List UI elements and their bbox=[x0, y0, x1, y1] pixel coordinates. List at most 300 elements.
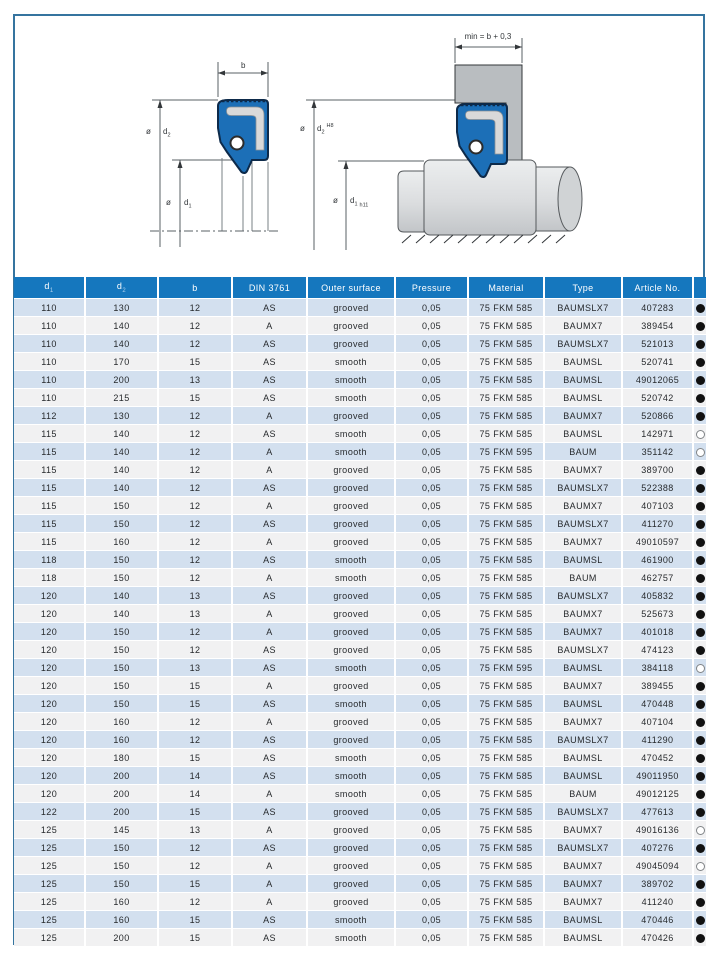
table-row bbox=[14, 389, 706, 407]
cell-pressure: 0,05 bbox=[395, 731, 468, 749]
cell-din-3761: A bbox=[232, 317, 307, 335]
availability-dot-filled bbox=[696, 700, 705, 709]
cell-type: BAUMSL bbox=[544, 695, 622, 713]
cell-outer-surface: grooved bbox=[307, 533, 395, 551]
cell-pressure: 0,05 bbox=[395, 569, 468, 587]
left-width-label: b bbox=[241, 61, 246, 70]
cell-article-no: 49012065 bbox=[622, 371, 693, 389]
cell-d2: 200 bbox=[85, 767, 158, 785]
cell-availability bbox=[693, 677, 706, 695]
availability-dot-filled bbox=[696, 736, 705, 745]
cell-din-3761: AS bbox=[232, 389, 307, 407]
cell-article-no: 470452 bbox=[622, 749, 693, 767]
cell-d2: 150 bbox=[85, 569, 158, 587]
cell-outer-surface: grooved bbox=[307, 857, 395, 875]
cell-pressure: 0,05 bbox=[395, 335, 468, 353]
cell-material: 75 FKM 585 bbox=[468, 299, 544, 317]
availability-dot-filled bbox=[696, 754, 705, 763]
table-row bbox=[14, 767, 706, 785]
cell-availability bbox=[693, 803, 706, 821]
table-row bbox=[14, 497, 706, 515]
cell-pressure: 0,05 bbox=[395, 713, 468, 731]
table-row bbox=[14, 839, 706, 857]
cell-d1: 120 bbox=[14, 713, 85, 731]
cell-d2: 140 bbox=[85, 587, 158, 605]
cell-d1: 125 bbox=[14, 839, 85, 857]
cell-b: 15 bbox=[158, 875, 232, 893]
cell-pressure: 0,05 bbox=[395, 533, 468, 551]
cell-availability bbox=[693, 371, 706, 389]
cell-din-3761: A bbox=[232, 785, 307, 803]
cell-pressure: 0,05 bbox=[395, 299, 468, 317]
column-header-type: Type bbox=[544, 277, 622, 299]
cell-d1: 110 bbox=[14, 317, 85, 335]
cell-article-no: 49016136 bbox=[622, 821, 693, 839]
cell-b: 15 bbox=[158, 911, 232, 929]
cell-b: 12 bbox=[158, 461, 232, 479]
cell-b: 12 bbox=[158, 623, 232, 641]
cell-d2: 160 bbox=[85, 713, 158, 731]
cell-article-no: 525673 bbox=[622, 605, 693, 623]
cell-d2: 200 bbox=[85, 803, 158, 821]
table-row bbox=[14, 821, 706, 839]
cell-type: BAUMX7 bbox=[544, 461, 622, 479]
cell-availability bbox=[693, 839, 706, 857]
cell-article-no: 477613 bbox=[622, 803, 693, 821]
cell-outer-surface: grooved bbox=[307, 497, 395, 515]
cell-pressure: 0,05 bbox=[395, 659, 468, 677]
cell-article-no: 470448 bbox=[622, 695, 693, 713]
cell-material: 75 FKM 585 bbox=[468, 731, 544, 749]
cell-d1: 115 bbox=[14, 515, 85, 533]
cell-d2: 215 bbox=[85, 389, 158, 407]
cell-material: 75 FKM 585 bbox=[468, 749, 544, 767]
cell-availability bbox=[693, 875, 706, 893]
cell-material: 75 FKM 585 bbox=[468, 569, 544, 587]
table-row bbox=[14, 317, 706, 335]
cell-type: BAUMSL bbox=[544, 389, 622, 407]
cell-d1: 125 bbox=[14, 929, 85, 947]
cell-type: BAUM bbox=[544, 443, 622, 461]
cell-type: BAUMSLX7 bbox=[544, 803, 622, 821]
cell-type: BAUM bbox=[544, 569, 622, 587]
availability-dot-filled bbox=[696, 844, 705, 853]
table-row bbox=[14, 803, 706, 821]
cell-d1: 122 bbox=[14, 803, 85, 821]
cell-b: 15 bbox=[158, 677, 232, 695]
cell-din-3761: A bbox=[232, 407, 307, 425]
cell-material: 75 FKM 585 bbox=[468, 821, 544, 839]
cell-outer-surface: grooved bbox=[307, 335, 395, 353]
dimension-min-clearance bbox=[455, 38, 522, 63]
cell-din-3761: AS bbox=[232, 749, 307, 767]
cell-material: 75 FKM 585 bbox=[468, 335, 544, 353]
cell-article-no: 411240 bbox=[622, 893, 693, 911]
availability-dot-filled bbox=[696, 466, 705, 475]
cell-availability bbox=[693, 893, 706, 911]
cell-b: 12 bbox=[158, 839, 232, 857]
cell-din-3761: AS bbox=[232, 911, 307, 929]
cell-material: 75 FKM 585 bbox=[468, 425, 544, 443]
cell-outer-surface: smooth bbox=[307, 569, 395, 587]
cell-availability bbox=[693, 479, 706, 497]
cell-type: BAUMX7 bbox=[544, 875, 622, 893]
availability-dot-open bbox=[696, 448, 705, 457]
cell-b: 15 bbox=[158, 695, 232, 713]
availability-dot-filled bbox=[696, 502, 705, 511]
cell-type: BAUMSLX7 bbox=[544, 731, 622, 749]
cell-material: 75 FKM 585 bbox=[468, 695, 544, 713]
installation-diagram bbox=[300, 32, 582, 250]
cell-d2: 150 bbox=[85, 875, 158, 893]
availability-dot-filled bbox=[696, 772, 705, 781]
cell-din-3761: AS bbox=[232, 731, 307, 749]
cell-d2: 150 bbox=[85, 659, 158, 677]
cell-d1: 120 bbox=[14, 785, 85, 803]
cell-article-no: 49011950 bbox=[622, 767, 693, 785]
cell-type: BAUMX7 bbox=[544, 677, 622, 695]
cell-article-no: 405832 bbox=[622, 587, 693, 605]
availability-dot-filled bbox=[696, 610, 705, 619]
cell-article-no: 407103 bbox=[622, 497, 693, 515]
cell-material: 75 FKM 585 bbox=[468, 803, 544, 821]
table-row bbox=[14, 533, 706, 551]
cell-availability bbox=[693, 389, 706, 407]
cell-type: BAUMSLX7 bbox=[544, 515, 622, 533]
table-row bbox=[14, 569, 706, 587]
cell-din-3761: AS bbox=[232, 371, 307, 389]
availability-dot-filled bbox=[696, 376, 705, 385]
cell-outer-surface: smooth bbox=[307, 551, 395, 569]
cell-d2: 130 bbox=[85, 407, 158, 425]
column-header-pressure: Pressure bbox=[395, 277, 468, 299]
cell-din-3761: A bbox=[232, 677, 307, 695]
cell-material: 75 FKM 585 bbox=[468, 587, 544, 605]
cell-type: BAUMX7 bbox=[544, 857, 622, 875]
cell-outer-surface: grooved bbox=[307, 731, 395, 749]
cell-article-no: 461900 bbox=[622, 551, 693, 569]
cell-type: BAUMX7 bbox=[544, 821, 622, 839]
cell-outer-surface: smooth bbox=[307, 749, 395, 767]
cell-availability bbox=[693, 929, 706, 947]
cell-din-3761: A bbox=[232, 569, 307, 587]
cell-availability bbox=[693, 515, 706, 533]
cell-material: 75 FKM 585 bbox=[468, 677, 544, 695]
column-header-din-3761: DIN 3761 bbox=[232, 277, 307, 299]
cell-d1: 120 bbox=[14, 731, 85, 749]
table-row bbox=[14, 443, 706, 461]
cell-d1: 120 bbox=[14, 641, 85, 659]
cell-article-no: 401018 bbox=[622, 623, 693, 641]
cell-material: 75 FKM 585 bbox=[468, 767, 544, 785]
cell-type: BAUMSL bbox=[544, 371, 622, 389]
cell-d2: 140 bbox=[85, 317, 158, 335]
cell-din-3761: A bbox=[232, 497, 307, 515]
availability-dot-filled bbox=[696, 592, 705, 601]
table-row bbox=[14, 605, 706, 623]
availability-dot-open bbox=[696, 862, 705, 871]
cell-type: BAUMX7 bbox=[544, 407, 622, 425]
cell-din-3761: A bbox=[232, 533, 307, 551]
cell-b: 12 bbox=[158, 515, 232, 533]
cell-material: 75 FKM 585 bbox=[468, 785, 544, 803]
cell-outer-surface: smooth bbox=[307, 929, 395, 947]
cell-din-3761: A bbox=[232, 893, 307, 911]
cell-availability bbox=[693, 497, 706, 515]
cell-type: BAUMSLX7 bbox=[544, 839, 622, 857]
cell-outer-surface: smooth bbox=[307, 425, 395, 443]
table-row bbox=[14, 623, 706, 641]
cell-material: 75 FKM 585 bbox=[468, 479, 544, 497]
table-row bbox=[14, 371, 706, 389]
cell-d1: 115 bbox=[14, 443, 85, 461]
table-row bbox=[14, 857, 706, 875]
cell-article-no: 411290 bbox=[622, 731, 693, 749]
availability-dot-filled bbox=[696, 916, 705, 925]
availability-dot-filled bbox=[696, 790, 705, 799]
cell-pressure: 0,05 bbox=[395, 695, 468, 713]
cell-b: 15 bbox=[158, 353, 232, 371]
cell-d2: 150 bbox=[85, 695, 158, 713]
cell-material: 75 FKM 585 bbox=[468, 371, 544, 389]
cell-outer-surface: grooved bbox=[307, 461, 395, 479]
cell-b: 15 bbox=[158, 803, 232, 821]
cell-din-3761: AS bbox=[232, 659, 307, 677]
cell-b: 12 bbox=[158, 425, 232, 443]
table-row bbox=[14, 479, 706, 497]
cell-article-no: 49012125 bbox=[622, 785, 693, 803]
cell-availability bbox=[693, 317, 706, 335]
table-row bbox=[14, 713, 706, 731]
cell-material: 75 FKM 585 bbox=[468, 407, 544, 425]
cell-din-3761: AS bbox=[232, 515, 307, 533]
cell-material: 75 FKM 585 bbox=[468, 713, 544, 731]
cell-pressure: 0,05 bbox=[395, 371, 468, 389]
left-d1-label: ø bbox=[166, 198, 171, 207]
cell-type: BAUMSLX7 bbox=[544, 587, 622, 605]
cell-din-3761: A bbox=[232, 875, 307, 893]
cell-outer-surface: grooved bbox=[307, 821, 395, 839]
cell-d2: 160 bbox=[85, 731, 158, 749]
cell-material: 75 FKM 585 bbox=[468, 497, 544, 515]
cell-din-3761: AS bbox=[232, 641, 307, 659]
left-d2-symbol: $d_2$ bbox=[163, 127, 171, 139]
cell-pressure: 0,05 bbox=[395, 479, 468, 497]
cell-type: BAUMSL bbox=[544, 425, 622, 443]
cell-availability bbox=[693, 425, 706, 443]
cell-material: 75 FKM 585 bbox=[468, 605, 544, 623]
cell-pressure: 0,05 bbox=[395, 911, 468, 929]
cell-b: 12 bbox=[158, 407, 232, 425]
table-row bbox=[14, 893, 706, 911]
cell-pressure: 0,05 bbox=[395, 443, 468, 461]
cell-d1: 112 bbox=[14, 407, 85, 425]
cell-type: BAUMSL bbox=[544, 551, 622, 569]
cell-outer-surface: grooved bbox=[307, 623, 395, 641]
cell-availability bbox=[693, 353, 706, 371]
cell-type: BAUMSLX7 bbox=[544, 299, 622, 317]
table-row bbox=[14, 911, 706, 929]
cell-d1: 125 bbox=[14, 893, 85, 911]
cell-availability bbox=[693, 659, 706, 677]
availability-dot-filled bbox=[696, 898, 705, 907]
cell-availability bbox=[693, 587, 706, 605]
column-header-availability bbox=[693, 277, 706, 299]
seal-body bbox=[218, 100, 268, 173]
cell-article-no: 520742 bbox=[622, 389, 693, 407]
availability-dot-filled bbox=[696, 628, 705, 637]
cell-d1: 125 bbox=[14, 911, 85, 929]
cell-type: BAUMSL bbox=[544, 659, 622, 677]
cell-material: 75 FKM 585 bbox=[468, 533, 544, 551]
cell-outer-surface: smooth bbox=[307, 371, 395, 389]
cell-b: 15 bbox=[158, 749, 232, 767]
cell-type: BAUMSL bbox=[544, 929, 622, 947]
right-d2-label: ø bbox=[300, 124, 305, 133]
cell-d2: 140 bbox=[85, 425, 158, 443]
cell-din-3761: AS bbox=[232, 695, 307, 713]
clearance-label: min = b + 0,3 bbox=[464, 32, 512, 41]
cell-d2: 200 bbox=[85, 929, 158, 947]
cell-din-3761: AS bbox=[232, 929, 307, 947]
cell-pressure: 0,05 bbox=[395, 497, 468, 515]
cell-outer-surface: smooth bbox=[307, 443, 395, 461]
availability-dot-open bbox=[696, 664, 705, 673]
cell-din-3761: AS bbox=[232, 767, 307, 785]
cell-material: 75 FKM 585 bbox=[468, 317, 544, 335]
cell-din-3761: AS bbox=[232, 803, 307, 821]
cell-b: 12 bbox=[158, 335, 232, 353]
cell-pressure: 0,05 bbox=[395, 461, 468, 479]
technical-diagrams bbox=[0, 0, 720, 270]
cell-availability bbox=[693, 443, 706, 461]
cell-availability bbox=[693, 641, 706, 659]
availability-dot-filled bbox=[696, 718, 705, 727]
cell-material: 75 FKM 585 bbox=[468, 515, 544, 533]
cell-d2: 140 bbox=[85, 335, 158, 353]
cell-availability bbox=[693, 749, 706, 767]
cell-availability bbox=[693, 713, 706, 731]
cell-outer-surface: grooved bbox=[307, 893, 395, 911]
column-header-d2: $d_2$ bbox=[85, 277, 158, 299]
cell-availability bbox=[693, 731, 706, 749]
cell-outer-surface: smooth bbox=[307, 911, 395, 929]
cell-d1: 110 bbox=[14, 353, 85, 371]
cell-material: 75 FKM 585 bbox=[468, 623, 544, 641]
cell-b: 12 bbox=[158, 641, 232, 659]
table-row bbox=[14, 749, 706, 767]
cell-type: BAUMX7 bbox=[544, 317, 622, 335]
cell-pressure: 0,05 bbox=[395, 875, 468, 893]
section-hatching bbox=[402, 235, 565, 243]
cell-article-no: 407283 bbox=[622, 299, 693, 317]
cell-outer-surface: smooth bbox=[307, 785, 395, 803]
cell-b: 12 bbox=[158, 569, 232, 587]
cell-outer-surface: smooth bbox=[307, 695, 395, 713]
right-d1-symbol: $d_1$ h11 bbox=[350, 196, 369, 209]
cell-material: 75 FKM 585 bbox=[468, 857, 544, 875]
cell-availability bbox=[693, 605, 706, 623]
cell-article-no: 462757 bbox=[622, 569, 693, 587]
table-row bbox=[14, 425, 706, 443]
cell-d2: 150 bbox=[85, 641, 158, 659]
cell-din-3761: A bbox=[232, 821, 307, 839]
left-d2-label: ø bbox=[146, 127, 151, 136]
cell-d1: 125 bbox=[14, 875, 85, 893]
cell-d1: 110 bbox=[14, 335, 85, 353]
cell-outer-surface: smooth bbox=[307, 389, 395, 407]
cell-outer-surface: grooved bbox=[307, 713, 395, 731]
cell-d1: 120 bbox=[14, 749, 85, 767]
cell-availability bbox=[693, 623, 706, 641]
cell-material: 75 FKM 585 bbox=[468, 551, 544, 569]
cell-b: 12 bbox=[158, 893, 232, 911]
cell-availability bbox=[693, 407, 706, 425]
availability-dot-filled bbox=[696, 304, 705, 313]
cell-d2: 150 bbox=[85, 515, 158, 533]
table-row bbox=[14, 731, 706, 749]
cell-d2: 140 bbox=[85, 443, 158, 461]
cell-d2: 140 bbox=[85, 605, 158, 623]
cell-type: BAUMX7 bbox=[544, 605, 622, 623]
cell-availability bbox=[693, 785, 706, 803]
cell-outer-surface: grooved bbox=[307, 677, 395, 695]
cell-b: 13 bbox=[158, 371, 232, 389]
cell-article-no: 474123 bbox=[622, 641, 693, 659]
table-row bbox=[14, 641, 706, 659]
cell-d1: 115 bbox=[14, 461, 85, 479]
cell-d1: 118 bbox=[14, 551, 85, 569]
cell-pressure: 0,05 bbox=[395, 857, 468, 875]
cell-din-3761: A bbox=[232, 623, 307, 641]
cell-b: 12 bbox=[158, 533, 232, 551]
cell-availability bbox=[693, 911, 706, 929]
cell-type: BAUMSLX7 bbox=[544, 479, 622, 497]
cell-d1: 115 bbox=[14, 497, 85, 515]
shaft bbox=[398, 160, 582, 243]
cell-outer-surface: grooved bbox=[307, 803, 395, 821]
cell-material: 75 FKM 585 bbox=[468, 875, 544, 893]
table-row bbox=[14, 407, 706, 425]
cell-article-no: 142971 bbox=[622, 425, 693, 443]
cell-pressure: 0,05 bbox=[395, 605, 468, 623]
cell-din-3761: AS bbox=[232, 479, 307, 497]
cell-article-no: 407104 bbox=[622, 713, 693, 731]
cell-availability bbox=[693, 821, 706, 839]
cell-outer-surface: grooved bbox=[307, 587, 395, 605]
cell-b: 12 bbox=[158, 713, 232, 731]
cell-din-3761: AS bbox=[232, 353, 307, 371]
availability-dot-filled bbox=[696, 358, 705, 367]
cell-pressure: 0,05 bbox=[395, 515, 468, 533]
seal-cross-section-diagram bbox=[146, 61, 278, 247]
cell-d1: 115 bbox=[14, 479, 85, 497]
table-header-row bbox=[14, 277, 706, 299]
cell-article-no: 389455 bbox=[622, 677, 693, 695]
cell-din-3761: AS bbox=[232, 335, 307, 353]
table-row bbox=[14, 353, 706, 371]
cell-outer-surface: grooved bbox=[307, 479, 395, 497]
column-header-outer-surface: Outer surface bbox=[307, 277, 395, 299]
availability-dot-open bbox=[696, 430, 705, 439]
cell-material: 75 FKM 585 bbox=[468, 893, 544, 911]
cell-b: 12 bbox=[158, 479, 232, 497]
cell-article-no: 470426 bbox=[622, 929, 693, 947]
cell-b: 12 bbox=[158, 443, 232, 461]
cell-b: 12 bbox=[158, 551, 232, 569]
cell-d1: 120 bbox=[14, 659, 85, 677]
cell-b: 13 bbox=[158, 821, 232, 839]
